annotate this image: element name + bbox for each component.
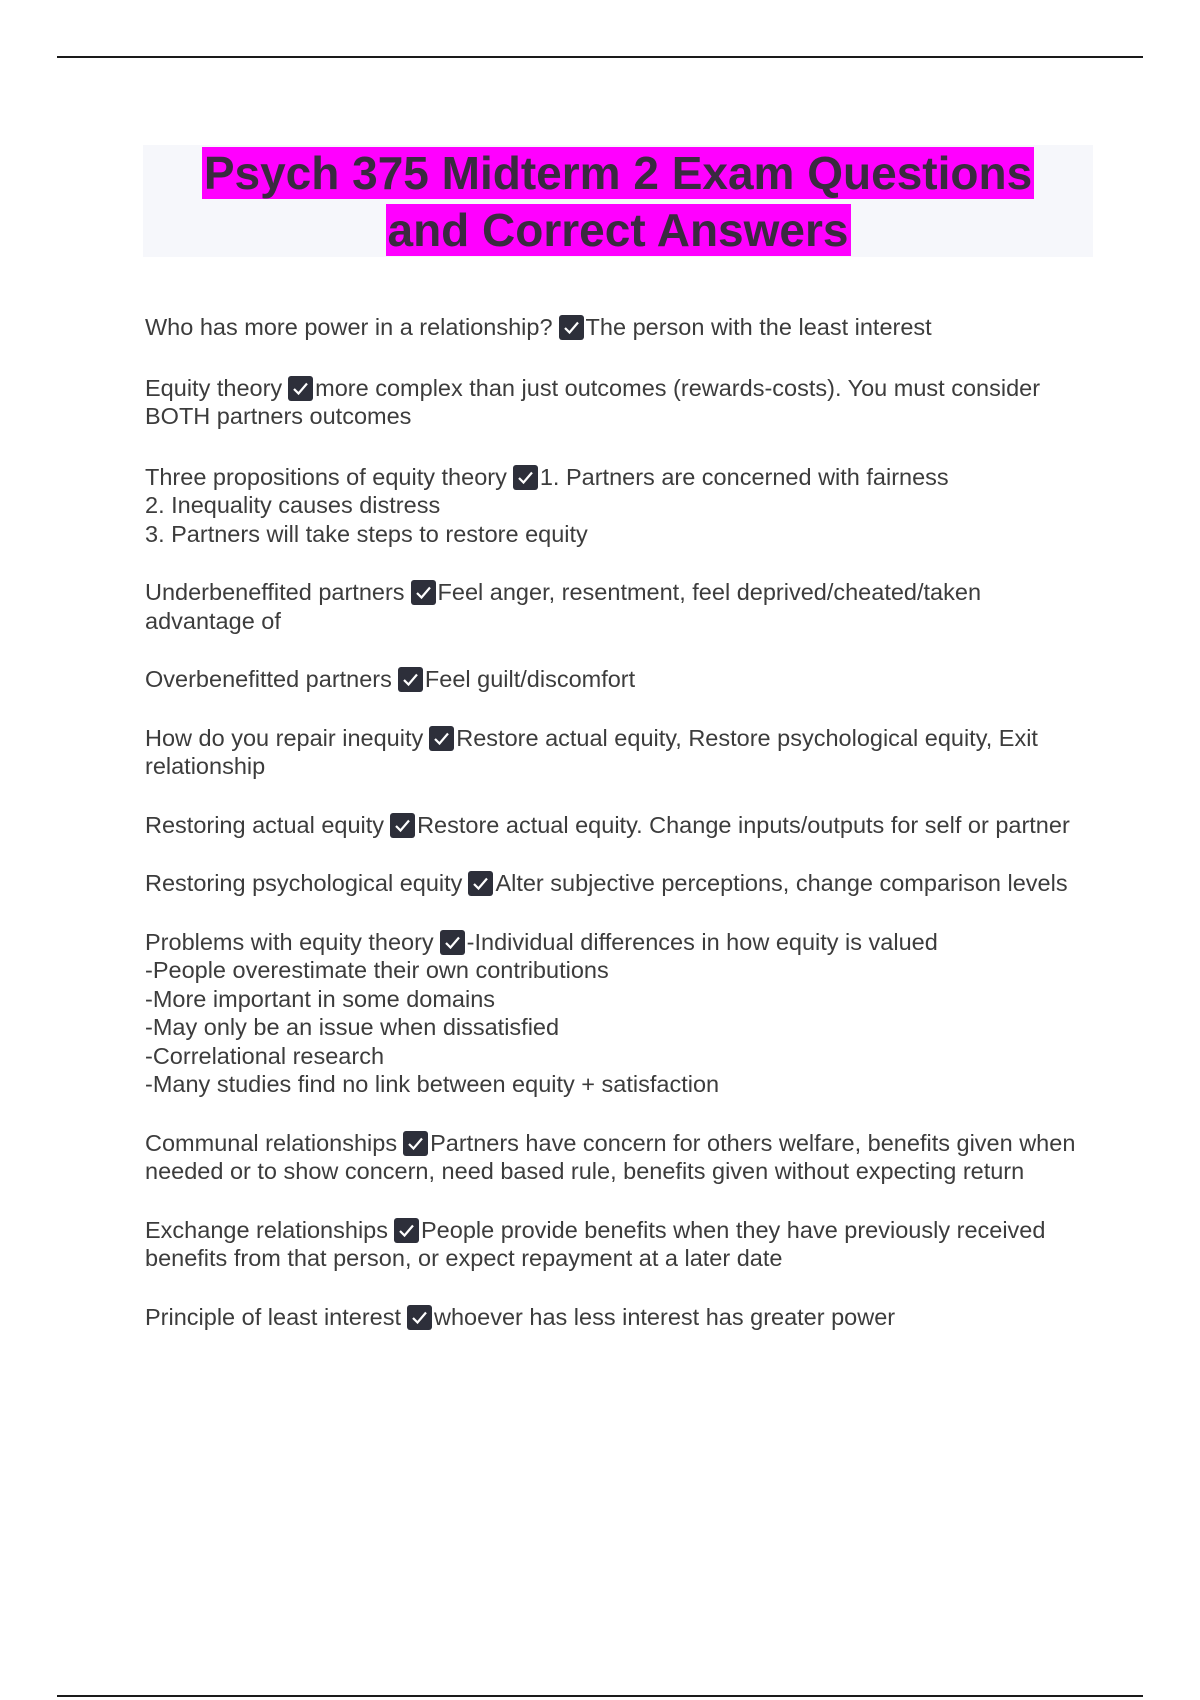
answer-text: Feel guilt/discomfort: [424, 666, 636, 692]
qa-item: [145, 1303, 1095, 1332]
answer-text: more complex than just outcomes (rewards-costs). You must consider BOTH partners outcomes: [145, 374, 1041, 429]
qa-item: [145, 665, 1095, 694]
checkmark-box-icon: [513, 465, 538, 490]
question-text: Problems with equity theory: [145, 928, 434, 955]
checkmark-box-icon: [390, 813, 415, 838]
qa-item: [145, 811, 1095, 840]
checkmark-box-icon: [559, 315, 584, 340]
question-text: Exchange relationships: [145, 1216, 388, 1243]
checkmark-box-icon: [403, 1131, 428, 1156]
question-text: Principle of least interest: [145, 1303, 402, 1330]
qa-item: [145, 869, 1095, 898]
qa-item: [145, 1129, 1095, 1186]
qa-item: [145, 313, 1095, 342]
question-text: Overbenefitted partners: [145, 666, 392, 692]
question-text: How do you repair inequity: [145, 724, 424, 751]
checkmark-box-icon: [398, 667, 423, 692]
answer-text: People provide benefits when they have previously received benefits from that person, or expect repayment at a later date: [145, 1216, 1046, 1271]
checkmark-box-icon: [394, 1218, 419, 1243]
qa-item: [145, 1216, 1095, 1273]
question-text: Equity theory: [145, 374, 283, 401]
checkmark-box-icon: [468, 871, 493, 896]
page-title: [143, 145, 1093, 259]
question-text: Three propositions of equity theory: [145, 463, 507, 490]
answer-text: Feel anger, resentment, feel deprived/cheated/taken advantage of: [145, 579, 982, 634]
checkmark-box-icon: [288, 376, 313, 401]
question-text: Communal relationships: [145, 1129, 398, 1156]
qa-item: [145, 578, 1095, 635]
answer-text: Alter subjective perceptions, change comparison levels: [495, 870, 1068, 896]
question-text: Restoring actual equity: [145, 811, 385, 838]
answer-text: -Individual differences in how equity is valued -People overestimate their own contributions -More important in some domains -May only be an issue when dissatisfied -Correlational research -Many studies find no link between equity + satisfaction: [145, 928, 938, 1097]
question-text: Who has more power in a relationship?: [145, 314, 553, 340]
qa-item: [145, 724, 1095, 781]
checkmark-box-icon: [411, 580, 436, 605]
answer-text: Restore actual equity, Restore psychological equity, Exit relationship: [145, 724, 1038, 779]
qa-item: [145, 463, 1095, 549]
checkmark-box-icon: [440, 930, 465, 955]
title-banner: [143, 145, 1093, 257]
answer-text: The person with the least interest: [585, 314, 932, 340]
qa-list: [145, 313, 1095, 1331]
answer-text: 1. Partners are concerned with fairness 2. Inequality causes distress 3. Partners will take steps to restore equity: [145, 463, 949, 547]
question-text: Restoring psychological equity: [145, 870, 463, 896]
question-text: Underbeneffited partners: [145, 579, 405, 605]
checkmark-box-icon: [429, 726, 454, 751]
qa-item: [145, 374, 1095, 431]
title-line-2: and Correct Answers: [387, 204, 849, 256]
answer-text: whoever has less interest has greater power: [434, 1303, 896, 1330]
checkmark-box-icon: [407, 1305, 432, 1330]
qa-item: [145, 928, 1095, 1099]
answer-text: Partners have concern for others welfare, benefits given when needed or to show concern, need based rule, benefits given without expecting return: [145, 1129, 1076, 1184]
answer-text: Restore actual equity. Change inputs/outputs for self or partner: [417, 811, 1070, 838]
bottom-rule: [57, 1695, 1143, 1697]
title-line-1: Psych 375 Midterm 2 Exam Questions: [203, 147, 1033, 199]
top-rule: [57, 56, 1143, 58]
